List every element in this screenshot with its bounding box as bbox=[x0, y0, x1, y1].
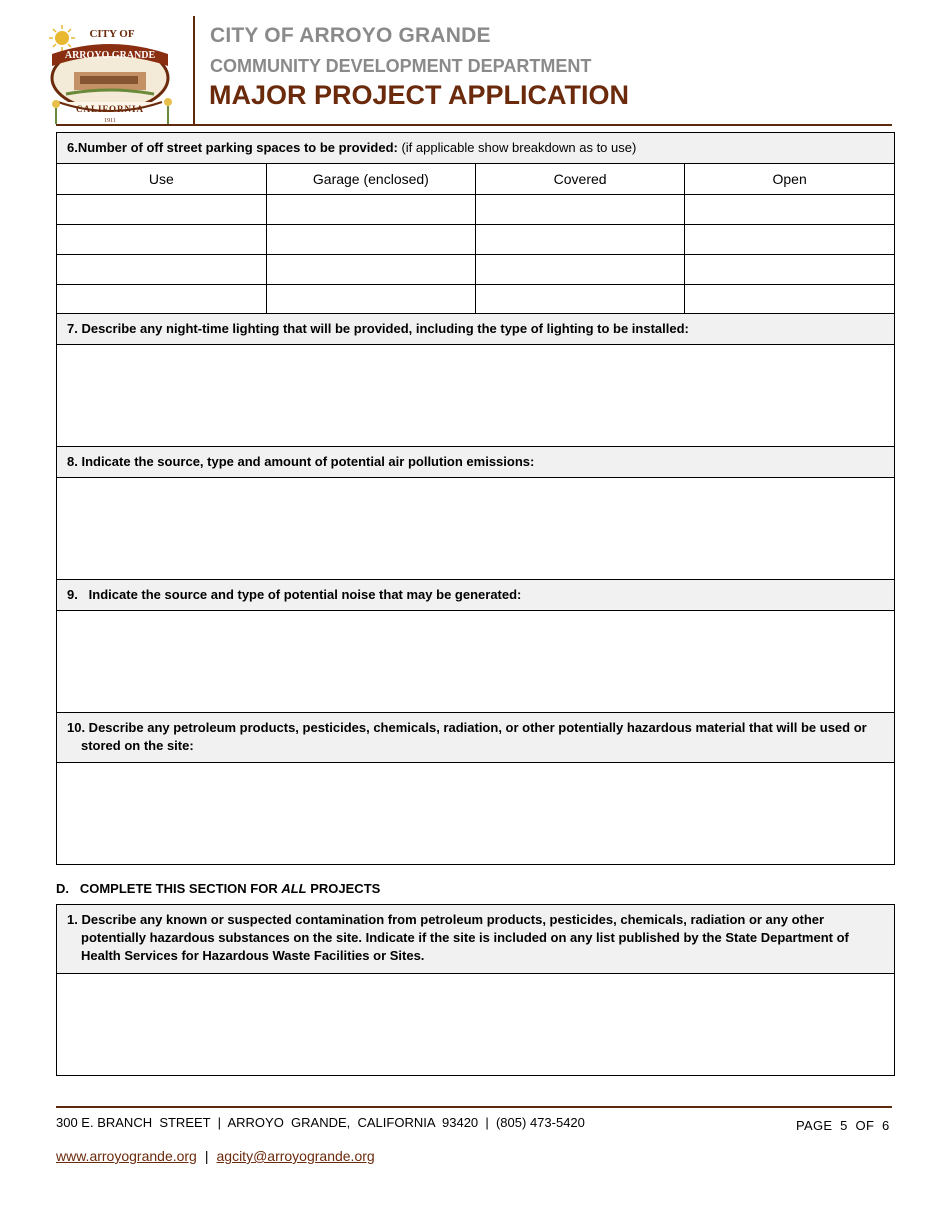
parking-section bbox=[56, 132, 895, 315]
column-header-covered: Covered bbox=[476, 164, 685, 194]
d1-heading: 1. Describe any known or suspected contamination from petroleum products, pesticides, chemicals, radiation or any other potentially hazardous substances on the site. Indicate if the site is included on any list published by the State Department of Health Services for Hazardous Waste Facilities or Sites. bbox=[57, 905, 894, 974]
parking-covered-cell[interactable] bbox=[476, 224, 685, 254]
table-row bbox=[57, 194, 894, 224]
city-name: CITY OF ARROYO GRANDE bbox=[210, 24, 491, 47]
section-d-prefix: D. COMPLETE THIS SECTION FOR bbox=[56, 881, 282, 896]
table-row bbox=[57, 254, 894, 284]
parking-use-cell[interactable] bbox=[57, 194, 266, 224]
page-number: PAGE 5 OF 6 bbox=[796, 1118, 890, 1133]
footer-rule bbox=[56, 1106, 892, 1108]
parking-open-cell[interactable] bbox=[685, 254, 894, 284]
logo-bottom-text: CALIFORNIA bbox=[75, 104, 145, 114]
logo-year: 1911 bbox=[104, 118, 116, 124]
parking-header-row bbox=[57, 164, 894, 194]
column-header-use: Use bbox=[57, 164, 266, 194]
website-link[interactable]: www.arroyogrande.org bbox=[56, 1148, 197, 1164]
noise-answer-field[interactable] bbox=[57, 611, 894, 712]
q6-note: (if applicable show breakdown as to use) bbox=[397, 140, 637, 155]
parking-garage-cell[interactable] bbox=[266, 194, 475, 224]
column-header-open: Open bbox=[685, 164, 894, 194]
header-horizontal-rule bbox=[56, 124, 892, 126]
q9-heading: 9. Indicate the source and type of potential noise that may be generated: bbox=[57, 580, 894, 611]
section-d-suffix: PROJECTS bbox=[306, 881, 381, 896]
contamination-section bbox=[56, 904, 895, 1076]
noise-section bbox=[56, 579, 895, 713]
footer-links bbox=[56, 1148, 375, 1164]
footer-link-separator: | bbox=[204, 1148, 209, 1164]
parking-garage-cell[interactable] bbox=[266, 224, 475, 254]
parking-covered-cell[interactable] bbox=[476, 284, 685, 314]
parking-use-cell[interactable] bbox=[57, 284, 266, 314]
q6-label: Number of off street parking spaces to be provided: bbox=[77, 140, 398, 155]
parking-garage-cell[interactable] bbox=[266, 254, 475, 284]
logo-top-text: CITY OF bbox=[89, 28, 135, 40]
parking-open-cell[interactable] bbox=[685, 224, 894, 254]
q7-heading: 7. Describe any night-time lighting that will be provided, including the type of lighting to be installed: bbox=[57, 314, 894, 345]
header-vertical-rule bbox=[193, 16, 195, 124]
parking-open-cell[interactable] bbox=[685, 284, 894, 314]
parking-open-cell[interactable] bbox=[685, 194, 894, 224]
hazardous-material-section bbox=[56, 712, 895, 865]
email-link[interactable]: agcity@arroyogrande.org bbox=[216, 1148, 375, 1164]
lighting-section bbox=[56, 313, 895, 447]
table-row bbox=[57, 224, 894, 254]
parking-use-cell[interactable] bbox=[57, 254, 266, 284]
parking-table bbox=[57, 164, 894, 314]
q10-heading: 10. Describe any petroleum products, pesticides, chemicals, radiation, or other potentially hazardous material that will be used or stored on the site: bbox=[57, 713, 894, 763]
table-row bbox=[57, 284, 894, 314]
section-d-emphasis: ALL bbox=[281, 881, 307, 896]
sun-icon bbox=[49, 25, 75, 51]
page-title: MAJOR PROJECT APPLICATION bbox=[209, 80, 630, 110]
lighting-answer-field[interactable] bbox=[57, 345, 894, 446]
department-name: COMMUNITY DEVELOPMENT DEPARTMENT bbox=[210, 56, 592, 76]
q8-heading: 8. Indicate the source, type and amount of potential air pollution emissions: bbox=[57, 447, 894, 478]
parking-covered-cell[interactable] bbox=[476, 194, 685, 224]
city-seal-logo bbox=[44, 20, 180, 126]
column-header-garage: Garage (enclosed) bbox=[266, 164, 475, 194]
q6-heading bbox=[57, 133, 894, 164]
parking-garage-cell[interactable] bbox=[266, 284, 475, 314]
air-pollution-section bbox=[56, 446, 895, 580]
contamination-answer-field[interactable] bbox=[57, 974, 894, 1075]
parking-covered-cell[interactable] bbox=[476, 254, 685, 284]
q6-number: 6. bbox=[67, 140, 78, 155]
section-d-heading bbox=[56, 881, 380, 896]
footer-address: 300 E. BRANCH STREET | ARROYO GRANDE, CALIFORNIA 93420 | (805) 473-5420 bbox=[56, 1115, 585, 1130]
hazardous-material-answer-field[interactable] bbox=[57, 763, 894, 864]
logo-banner-text: ARROYO GRANDE bbox=[64, 50, 156, 61]
air-pollution-answer-field[interactable] bbox=[57, 478, 894, 579]
parking-use-cell[interactable] bbox=[57, 224, 266, 254]
